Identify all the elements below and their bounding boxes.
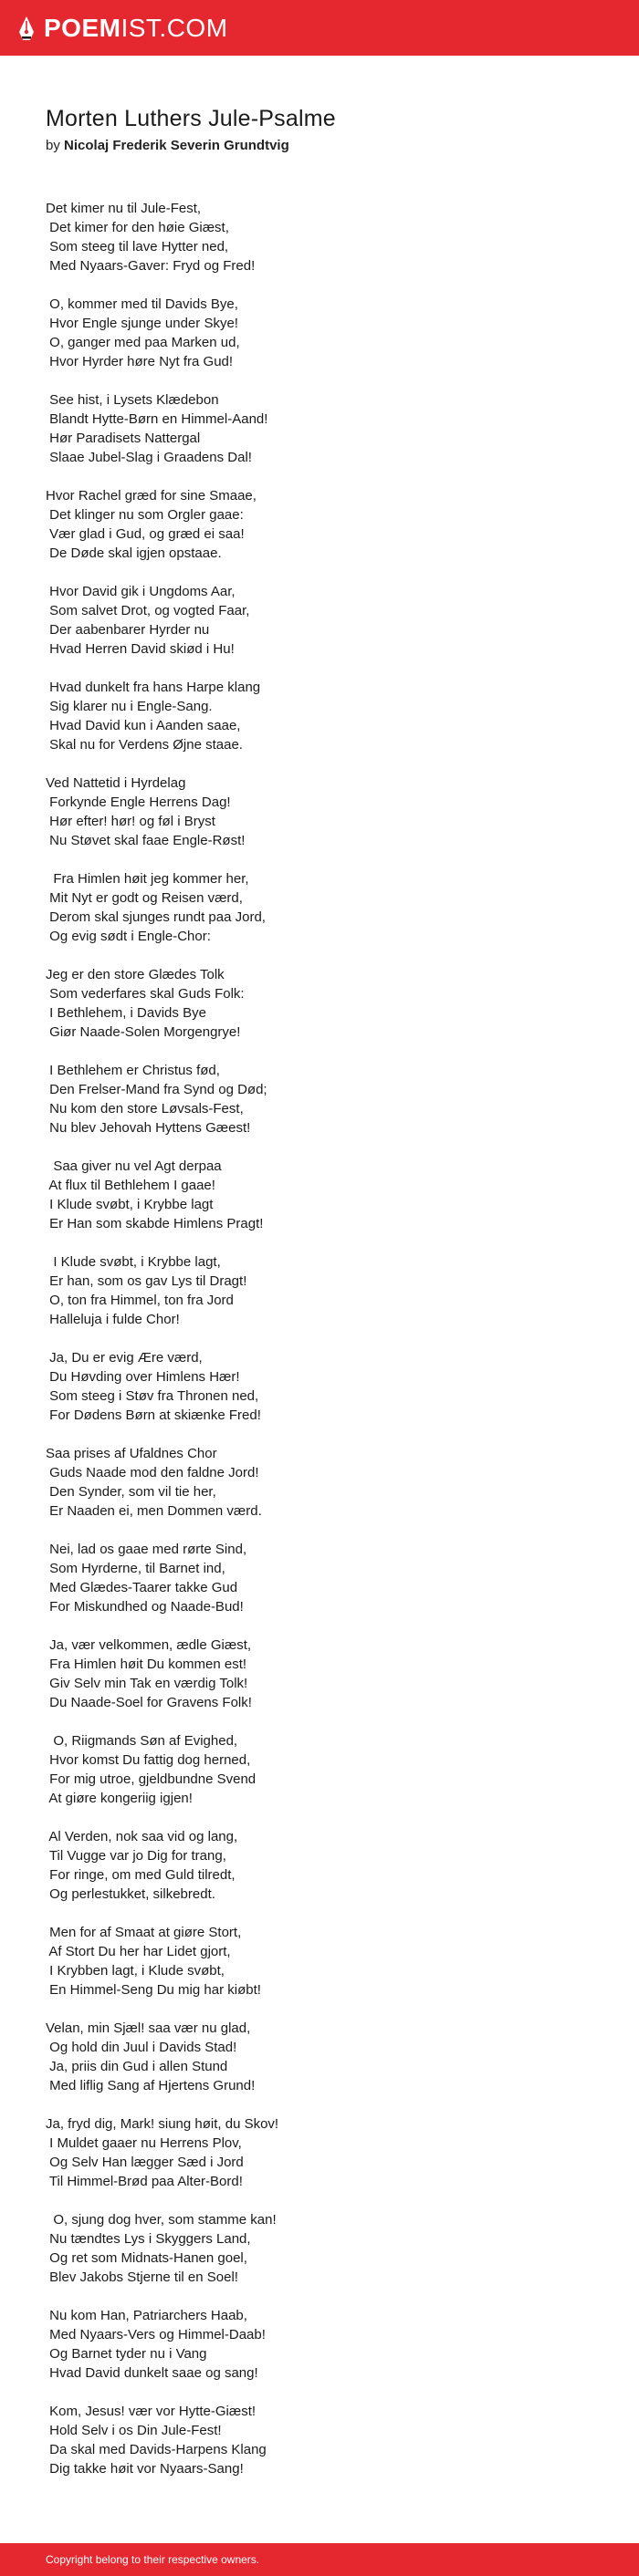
poem-line: At flux til Bethlehem I gaae! [46,1178,215,1193]
poem-line: Nei, lad os gaae med rørte Sind, [46,1542,247,1557]
poem-line: Guds Naade mod den faldne Jord! [46,1465,259,1480]
poem-line: Er Naaden ei, men Dommen værd. [46,1503,262,1519]
poem-stanza [46,2210,639,2287]
poem-line: Slaae Jubel-Slag i Graadens Dal! [46,450,252,465]
poem-line: Og ret som Midnats-Hanen goel, [46,2250,247,2266]
poem-line: Hvad David dunkelt saae og sang! [46,2365,258,2381]
poem-line: Da skal med Davids-Harpens Klang [46,2442,267,2457]
poem-line: O, ganger med paa Marken ud, [46,335,240,350]
poem-line: Som steeg til lave Hytter ned, [46,239,229,254]
poem-line: Saa prises af Ufaldnes Chor [46,1446,217,1461]
site-logo-text [44,13,228,42]
poem-line: Fra Himlen høit jeg kommer her, [46,871,249,887]
poem-line: O, ton fra Himmel, ton fra Jord [46,1293,234,1308]
poem-stanza [46,1731,639,1808]
poem-author[interactable]: Nicolaj Frederik Severin Grundtvig [64,138,289,153]
poem-title: Morten Luthers Jule-Psalme [46,106,336,131]
poem-line: Kom, Jesus! vær vor Hytte-Giæst! [46,2404,257,2419]
poem-line: Hvor komst Du fattig dog herned, [46,1752,251,1768]
poem-line: Nu Støvet skal faae Engle-Røst! [46,833,246,848]
poem-stanza [46,965,639,1042]
poem-line: Hør efter! hør! og føl i Bryst [46,814,215,829]
poem-line: Den Frelser-Mand fra Synd og Død; [46,1082,267,1097]
poem-line: Hold Selv i os Din Jule-Fest! [46,2423,222,2438]
poem-line: Hvor Rachel græd for sine Smaae, [46,488,257,504]
poem-stanza [46,1636,639,1712]
poem-line: Ja, vær velkommen, ædle Giæst, [46,1637,252,1653]
poem-stanza [46,1540,639,1616]
poem-line: Sig klarer nu i Engle-Sang. [46,699,213,714]
poem-line: I Bethlehem er Christus fød, [46,1063,220,1078]
poem-line: Til Himmel-Brød paa Alter-Bord! [46,2174,243,2189]
poem-stanza [46,1444,639,1521]
poem-line: Det klinger nu som Orgler gaae: [46,507,244,523]
poem-line: Hvad Herren David skiød i Hu! [46,641,235,657]
poem-line: Hvad David kun i Aanden saae, [46,718,241,733]
poem-line: Nu kom den store Løvsals-Fest, [46,1101,244,1117]
poem-line: I Muldet gaaer nu Herrens Plov, [46,2135,242,2151]
poem-line: Og perlestukket, silkebredt. [46,1886,215,1902]
poem-stanza [46,486,639,563]
poem-line: Dig takke høit vor Nyaars-Sang! [46,2461,244,2477]
poem-stanza [46,774,639,850]
site-footer [0,2543,639,2576]
poem-line: O, Riigmands Søn af Evighed, [46,1733,238,1749]
poem-line: Som steeg i Støv fra Thronen ned, [46,1388,259,1404]
poem-stanza [46,390,639,467]
poem-line: Blandt Hytte-Børn en Himmel-Aand! [46,411,268,427]
poem-line: Hvad dunkelt fra hans Harpe klang [46,680,261,695]
poem-line: Til Vugge var jo Dig for trang, [46,1848,226,1864]
poem-line: Og Selv Han lægger Sæd i Jord [46,2155,244,2170]
logo-bold-part: POEM [44,13,121,42]
poem-line: Er han, som os gav Lys til Dragt! [46,1273,247,1289]
poem-line: Og Barnet tyder nu i Vang [46,2346,207,2362]
poem-line: Ja, fryd dig, Mark! siung høit, du Skov! [46,2116,279,2132]
poem-line: For Dødens Børn at skiænke Fred! [46,1407,261,1423]
poem-stanza [46,2114,639,2191]
poem-line: Som Hyrderne, til Barnet ind, [46,1561,225,1576]
poem-line: Saa giver nu vel Agt derpaa [46,1158,222,1174]
poem-line: Med Glædes-Taarer takke Gud [46,1580,238,1595]
poem-stanza [46,295,639,371]
poem-line: Derom skal sjunges rundt paa Jord, [46,909,266,925]
poem-line: Blev Jakobs Stjerne til en Soel! [46,2270,238,2285]
poem-line: Ved Nattetid i Hyrdelag [46,775,186,791]
poem-line: Al Verden, nok saa vid og lang, [46,1829,238,1844]
poem-line: Hvor Hyrder høre Nyt fra Gud! [46,354,234,369]
poem-line: Vær glad i Gud, og græd ei saa! [46,526,245,542]
poem-stanza [46,1827,639,1904]
poem-line: Du Naade-Soel for Gravens Folk! [46,1695,252,1710]
poem-line: Forkynde Engle Herrens Dag! [46,795,231,810]
copyright-text: Copyright belong to their respective owners. [46,2553,260,2566]
poem-line: Er Han som skabde Himlens Pragt! [46,1216,264,1231]
poem-line: Nu kom Han, Patriarchers Haab, [46,2308,247,2323]
poem-content [0,56,639,2478]
poem-line: Skal nu for Verdens Øjne staae. [46,737,243,753]
poem-stanza [46,869,639,946]
poem-line: Du Høvding over Himlens Hær! [46,1369,240,1385]
poem-line: En Himmel-Seng Du mig har kiøbt! [46,1982,261,1998]
poem-line: Der aabenbarer Hyrder nu [46,622,210,638]
poem-line: Hvor Engle sjunge under Skye! [46,316,238,331]
poem-stanza [46,2019,639,2095]
poem-line: De Døde skal igjen opstaae. [46,545,222,561]
poem-line: O, kommer med til Davids Bye, [46,296,238,312]
poem-line: Det kimer for den høie Giæst, [46,220,229,235]
poem-stanza [46,582,639,659]
poem-line: Ja, priis din Gud i allen Stund [46,2059,228,2074]
poem-stanza [46,1252,639,1329]
poem-line: See hist, i Lysets Klædebon [46,392,219,408]
poem-stanza [46,2402,639,2478]
poem-line: I Krybben lagt, i Klude svøbt, [46,1963,225,1979]
poem-stanza [46,2306,639,2383]
poem-line: Den Synder, som vil tie her, [46,1484,216,1500]
poem-line: Og hold din Juul i Davids Stad! [46,2040,237,2055]
poem-line: I Bethlehem, i Davids Bye [46,1005,206,1021]
poem-stanza [46,199,639,275]
poem-stanza [46,1157,639,1233]
poem-line: Mit Nyt er godt og Reisen værd, [46,890,243,906]
poem-line: Giv Selv min Tak en værdig Tolk! [46,1676,248,1691]
poem-line: For mig utroe, gjeldbundne Svend [46,1771,257,1787]
poem-stanza [46,1348,639,1425]
poem-stanza [46,1061,639,1137]
site-header [0,0,639,56]
poem-line: Halleluja i fulde Chor! [46,1312,180,1327]
poem-line: Og evig sødt i Engle-Chor: [46,929,211,944]
poem-line: Med Nyaars-Gaver: Fryd og Fred! [46,258,256,274]
poem-line: Men for af Smaat at giøre Stort, [46,1925,242,1940]
poem-line: At giøre kongeriig igjen! [46,1791,193,1806]
logo-light-part: IST.COM [120,13,228,42]
poem-line: Fra Himlen høit Du kommen est! [46,1657,247,1672]
poem-line: Giør Naade-Solen Morgengrye! [46,1024,241,1040]
poem-line: Med Nyaars-Vers og Himmel-Daab! [46,2327,266,2342]
poem-byline [46,138,639,153]
poem-line: Af Stort Du her har Lidet gjort, [46,1944,231,1959]
poem-line: Velan, min Sjæl! saa vær nu glad, [46,2020,251,2036]
poem-line: Det kimer nu til Jule-Fest, [46,201,202,216]
byline-prefix: by [46,138,60,153]
poem-line: Som vederfares skal Guds Folk: [46,986,245,1002]
pen-nib-icon [18,16,35,41]
poem-stanza [46,1923,639,2000]
poem-line: For ringe, om med Guld tilredt, [46,1867,236,1883]
poem-line: Med liflig Sang af Hjertens Grund! [46,2078,256,2093]
poem-line: Ja, Du er evig Ære værd, [46,1350,203,1366]
poem-line: Jeg er den store Glædes Tolk [46,967,225,982]
poem-stanza [46,678,639,754]
poem-line: Hvor David gik i Ungdoms Aar, [46,584,236,599]
poem-line: Nu tændtes Lys i Skyggers Land, [46,2231,251,2247]
poem-line: I Klude svøbt, i Krybbe lagt, [46,1254,221,1270]
site-logo-link[interactable] [18,13,228,42]
poem-line: Som salvet Drot, og vogted Faar, [46,603,250,618]
poem-line: Nu blev Jehovah Hyttens Gæest! [46,1120,251,1136]
poem-line: For Miskundhed og Naade-Bud! [46,1599,244,1615]
poem-line: I Klude svøbt, i Krybbe lagt [46,1197,214,1212]
poem-body [46,199,639,2478]
poem-line: Hør Paradisets Nattergal [46,431,201,446]
poem-line: O, sjung dog hver, som stamme kan! [46,2212,277,2228]
